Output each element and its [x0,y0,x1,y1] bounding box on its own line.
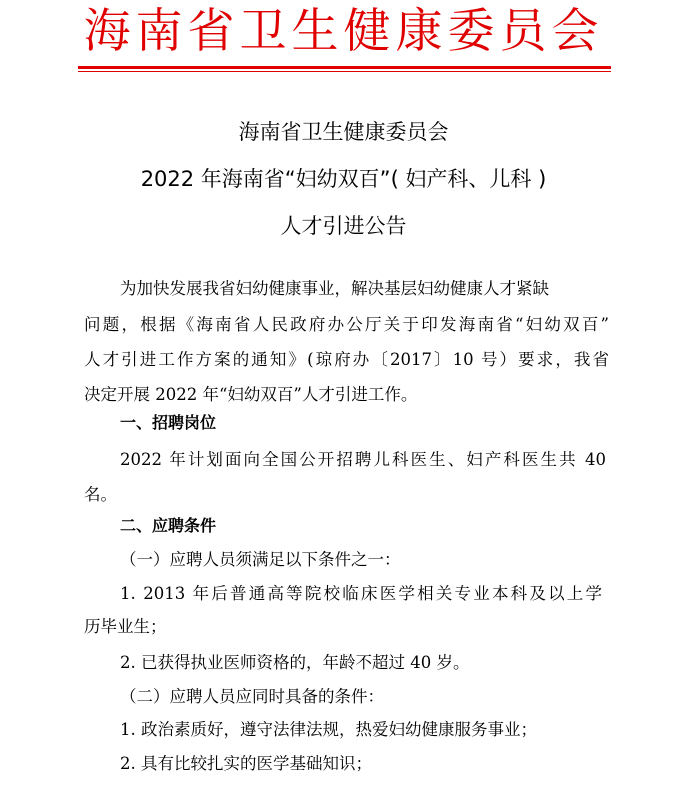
section-2-heading: 二、应聘条件 [120,516,217,535]
subsection-2-item-2: 2. 具有比较扎实的医学基础知识； [120,754,372,773]
intro-line-2: 问题，根据《海南省人民政府办公厅关于印发海南省“妇幼双百” [84,315,609,334]
subsection-2-heading: （二）应聘人员应同时具备的条件： [120,687,384,706]
document-title-line-2: 2022 年海南省“妇幼双百”( 妇产科、儿科 ) [140,167,547,191]
section-1-heading: 一、招聘岗位 [120,413,217,432]
letterhead-rule-thin [78,71,611,72]
letterhead-title: 海南省卫生健康委员会 [83,4,604,59]
document-title-line-1: 海南省卫生健康委员会 [238,120,449,144]
subsection-2-item-1: 1. 政治素质好，遵守法律法规，热爱妇幼健康服务事业； [120,720,537,739]
subsection-1-item-1-line-1: 1. 2013 年后普通高等院校临床医学相关专业本科及以上学 [120,584,602,603]
intro-line-1: 为加快发展我省妇幼健康事业，解决基层妇幼健康人才紧缺 [120,279,549,298]
section-1-line-2: 名。 [84,485,117,504]
letterhead-rule-thick [78,66,611,69]
subsection-1-item-1-line-2: 历毕业生； [84,617,167,636]
subsection-1-item-2: 2. 已获得执业医师资格的，年龄不超过 40 岁。 [120,653,470,672]
section-1-line-1: 2022 年计划面向全国公开招聘儿科医生、妇产科医生共 40 [120,450,606,469]
document-title-line-3: 人才引进公告 [280,214,407,238]
intro-line-4: 决定开展 2022 年“妇幼双百”人才引进工作。 [84,385,418,404]
subsection-1-heading: （一）应聘人员须满足以下条件之一： [120,550,401,569]
intro-line-3: 人才引进工作方案的通知》(琼府办〔2017〕10 号）要求，我省 [84,350,609,369]
